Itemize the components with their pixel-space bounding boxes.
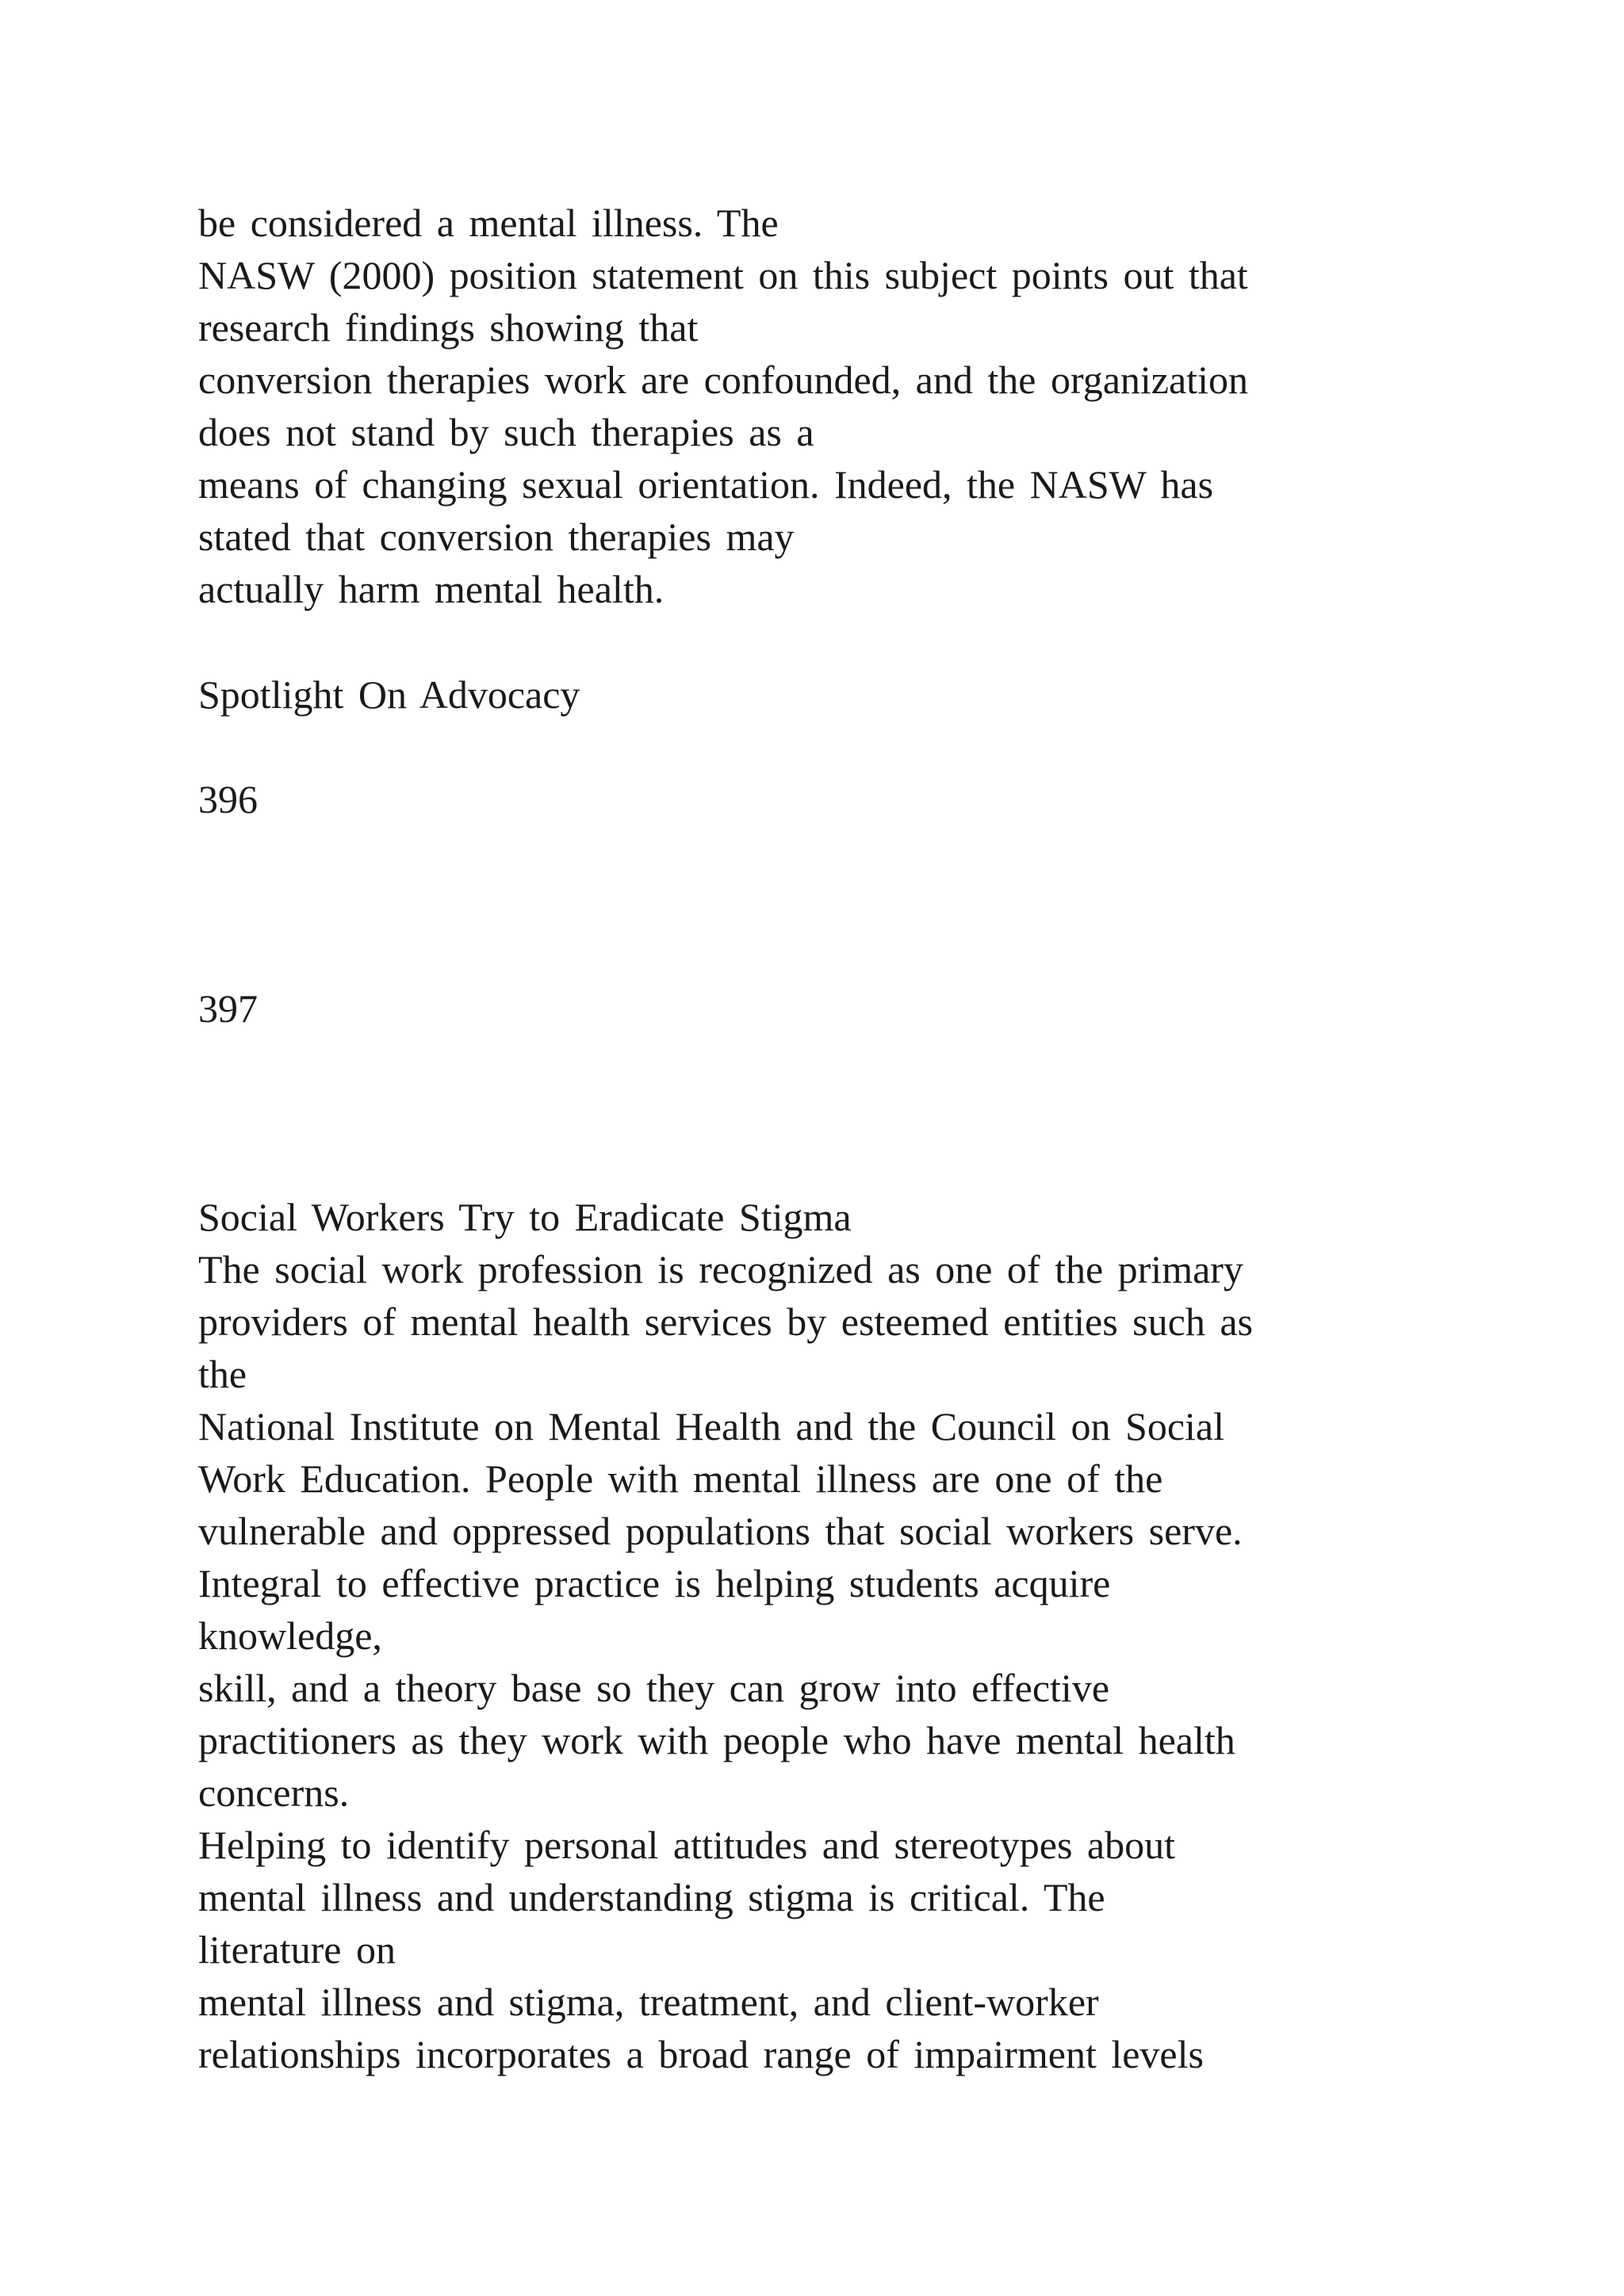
text-line: The social work profession is recognized as one of the primary	[198, 1247, 1243, 1292]
text-line: Helping to identify personal attitudes and stereotypes about	[198, 1823, 1175, 1867]
text-line: research findings showing that	[198, 305, 699, 350]
text-line: skill, and a theory base so they can grow into effective	[198, 1666, 1110, 1710]
paragraph-conversion-therapies	[198, 197, 1546, 615]
text-line: stated that conversion therapies may	[198, 515, 795, 559]
page-number: 397	[198, 986, 258, 1031]
text-line: practitioners as they work with people who have mental health	[198, 1718, 1235, 1762]
text-line: Integral to effective practice is helping students acquire	[198, 1561, 1111, 1605]
text-line: NASW (2000) position statement on this subject points out that	[198, 253, 1248, 297]
text-line: concerns.	[198, 1770, 350, 1815]
text-line: actually harm mental health.	[198, 567, 665, 611]
text-line: vulnerable and oppressed populations that social workers serve.	[198, 1509, 1243, 1553]
text-line: conversion therapies work are confounded, and the organization	[198, 358, 1248, 402]
text-line: Work Education. People with mental illness are one of the	[198, 1456, 1163, 1501]
section-heading: Spotlight On Advocacy	[198, 672, 580, 717]
text-line: mental illness and understanding stigma is critical. The	[198, 1875, 1105, 1919]
text-line: relationships incorporates a broad range of impairment levels	[198, 2032, 1204, 2076]
text-line: means of changing sexual orientation. Indeed, the NASW has	[198, 462, 1214, 507]
paragraph-social-work-stigma	[198, 1243, 1546, 2080]
page-number: 396	[198, 777, 258, 821]
subheading: Social Workers Try to Eradicate Stigma	[198, 1195, 852, 1239]
text-line: providers of mental health services by esteemed entities such as	[198, 1299, 1253, 1344]
text-line: the	[198, 1352, 247, 1396]
text-line: National Institute on Mental Health and the Council on Social	[198, 1404, 1225, 1448]
text-line: be considered a mental illness. The	[198, 201, 779, 245]
text-line: literature on	[198, 1927, 396, 1972]
text-line: does not stand by such therapies as a	[198, 410, 814, 454]
text-line: knowledge,	[198, 1613, 382, 1658]
text-line: mental illness and stigma, treatment, and client-worker	[198, 1980, 1099, 2024]
